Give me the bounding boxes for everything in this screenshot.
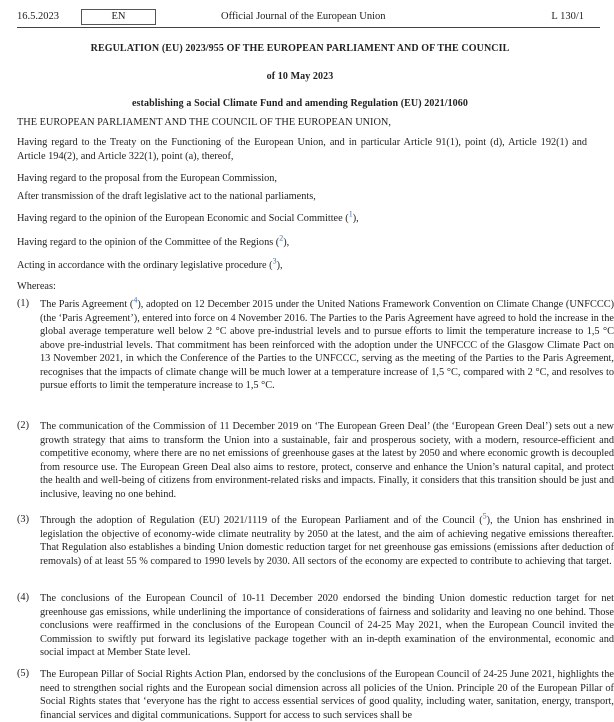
regulation-date: of 10 May 2023 [266,71,334,82]
recital-number: (5) [17,668,30,679]
citation-cor-text: Having regard to the opinion of the Committee of the Regions ( [17,237,280,248]
citation-esc-text: Having regard to the opinion of the European Economic and Social Committee ( [17,213,349,224]
recital-number: (4) [17,592,30,603]
page-reference: L 130/1 [551,11,584,22]
recital-text-start: The Paris Agreement ( [40,299,134,310]
recital-number: (1) [17,298,30,309]
citation-procedure-text: Acting in accordance with the ordinary legislative procedure ( [17,260,273,271]
citation-proposal: Having regard to the proposal from the European Commission, [17,173,277,184]
footnote-link-4[interactable]: 4 [133,295,138,305]
enacting-authorities: THE EUROPEAN PARLIAMENT AND THE COUNCIL OF THE EUROPEAN UNION, [17,117,391,128]
citation-transmission: After transmission of the draft legislative act to the national parliaments, [17,191,316,202]
publication-date: 16.5.2023 [17,11,59,22]
recital-text: The communication of the Commission of 11 December 2019 on ‘The European Green Deal’ (the ‘European Green Deal’) sets out a new growth strategy that aims to transform the Union into a sustainable, fair and prosperous society, with a modern, resource-efficient and competitive economy, where there are no net emissions of greenhouse gases at the latest by 2050 and where economic growth is decoupled from resource use. The European Green Deal also aims to restore, protect, conserve and enhance the Union’s natural capital, and protect the health and well-being of citizens from environment-related risks and impacts. Finally, it considers that this transition should be just and inclusive, leaving no one behind. [40,421,614,500]
citation-cor [17,233,587,249]
journal-name: Official Journal of the European Union [221,11,386,22]
regulation-title: REGULATION (EU) 2023/955 OF THE EUROPEAN PARLIAMENT AND OF THE COUNCIL [90,43,510,54]
citation-esc [17,209,587,225]
whereas-heading: Whereas: [17,281,56,292]
header-divider [17,27,600,28]
footnote-link-3[interactable]: 3 [272,256,277,266]
recital-text-end: ), the Union has enshrined in legislation the objective of economy-wide climate neutrality by 2050 at the latest, and the aim of achieving negative emissions thereafter. That Regulation also establishes a binding Union domestic reduction target for net greenhouse gas emissions (emissions after deduction of removals) of at least 55 % compared to 1990 levels by 2030. All sectors of the economy are expected to contribute to achieving that target. [40,515,614,567]
recital-text-end: ), adopted on 12 December 2015 under the United Nations Framework Convention on Climate Change (UNFCCC) (the ‘Paris Agreement’), entered into force on 4 November 2016. The Parties to the Paris Agreement have agreed to hold the increase in the global average temperature well below 2 °C above pre-industrial levels and to pursue efforts to limit the temperature increase to 1,5 °C above pre-industrial levels. That commitment has been reinforced with the adoption under the UNFCCC of the Glasgow Climate Pact on 13 November 2021, in which the Conference of the Parties to the UNFCCC, serving as the meeting of the Parties to the Paris Agreement, recognises that the impacts of climate change will be much lower at a temperature increase of 1,5 °C, compared with 2 °C, and resolves to pursue efforts to limit the temperature increase to 1,5 °C. [40,299,614,392]
citation-esc-end: ), [352,213,359,224]
citation-procedure-end: ), [276,260,283,271]
citation-treaty: Having regard to the Treaty on the Functioning of the European Union, and in particular Article 91(1), point (d), Article 192(1) and Article 194(2), and Article 322(1), point (a), thereof, [17,137,587,162]
recital-number: (3) [17,514,30,525]
recital-text [40,295,614,393]
footnote-link-5[interactable]: 5 [482,511,487,521]
recital-text [40,511,614,568]
citation-procedure [17,256,587,272]
recital-text: The European Pillar of Social Rights Action Plan, endorsed by the conclusions of the European Council of 24-25 June 2021, highlights the need to strengthen social rights and the European social dimension across all policies of the Union. Principle 20 of the European Pillar of Social Rights states that ‘everyone has the right to access essential services of good quality, including water, sanitation, energy, transport, financial services and digital communications. Support for access to such services shall be [40,669,614,721]
language-selector[interactable]: EN [81,9,156,25]
recital-text: The conclusions of the European Council of 10-11 December 2020 endorsed the binding Union domestic reduction target for net greenhouse gas emissions, while underlining the importance of considerations of fairness and solidarity and leaving no one behind. Those conclusions were reaffirmed in the conclusions of the European Council of 24-25 May 2021, when the European Council invited the Commission to swiftly put forward its legislative package together with an in-depth examination of the environmental, economic and social impact at Member State level. [40,593,614,659]
recital-text-start: Through the adoption of Regulation (EU) 2021/1119 of the European Parliament and of the Council ( [40,515,483,526]
footnote-link-1[interactable]: 1 [348,209,353,219]
regulation-subject: establishing a Social Climate Fund and amending Regulation (EU) 2021/1060 [132,98,468,109]
recital-number: (2) [17,420,30,431]
journal-header [17,8,592,26]
footnote-link-2[interactable]: 2 [279,233,284,243]
citation-cor-end: ), [283,237,290,248]
